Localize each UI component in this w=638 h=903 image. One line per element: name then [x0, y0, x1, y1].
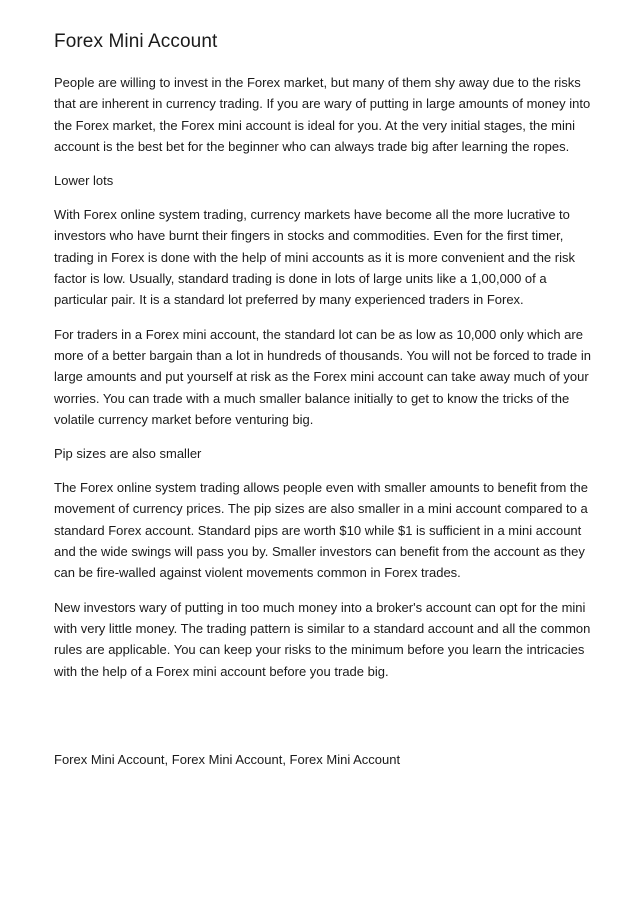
- paragraph-standard-lot: For traders in a Forex mini account, the standard lot can be as low as 10,000 only which are more of a better bargain than a lot in hundreds of thousands. You will not be forced to trade in large amounts and put yourself at risk as the Forex mini account can take away much of your worries. You can trade with a much smaller balance initially to get to know the tricks of the volatile currency market before venturing big.: [54, 326, 591, 427]
- paragraph-new-investors: New investors wary of putting in too much money into a broker's account can opt for the mini with very little money. The trading pattern is similar to a standard account and all the common rules are applicable. You can keep your risks to the minimum before you learn the intricacies with the help of a Forex mini account before you trade big.: [54, 599, 591, 679]
- section-heading-pip-sizes: Pip sizes are also smaller: [54, 446, 202, 462]
- keywords-line: Forex Mini Account, Forex Mini Account, Forex Mini Account: [54, 751, 401, 767]
- intro-paragraph: People are willing to invest in the Forex market, but many of them shy away due to the risks that are inherent in currency trading. If you are wary of putting in large amounts of money into the Forex market, the Forex mini account is ideal for you. At the very initial stages, the mini account is the best bet for the beginner who can always trade big after learning the ropes.: [54, 75, 591, 154]
- paragraph-online-trading: With Forex online system trading, currency markets have become all the more lucrative to investors who have burnt their fingers in stocks and commodities. Even for the first timer, trading in Forex is done with the help of mini accounts as it is more convenient and the risk factor is low. Usually, standard trading is done in lots of large units like a 1,00,000 of a particular pair. It is a standard lot preferred by many experienced traders in Forex.: [54, 207, 575, 308]
- document-page: [54, 30, 594, 770]
- paragraph-pip-sizes: The Forex online system trading allows people even with smaller amounts to benefit from the movement of currency prices. The pip sizes are also smaller in a mini account compared to a standard Forex account. Standard pips are worth $10 while $1 is sufficient in a mini account and the wide swings will pass you by. Smaller investors can benefit from the account as they can be fire-walled against violent movements common in Forex trades.: [54, 480, 588, 581]
- section-heading-lower-lots: Lower lots: [54, 173, 114, 189]
- document-title: Forex Mini Account: [54, 31, 218, 52]
